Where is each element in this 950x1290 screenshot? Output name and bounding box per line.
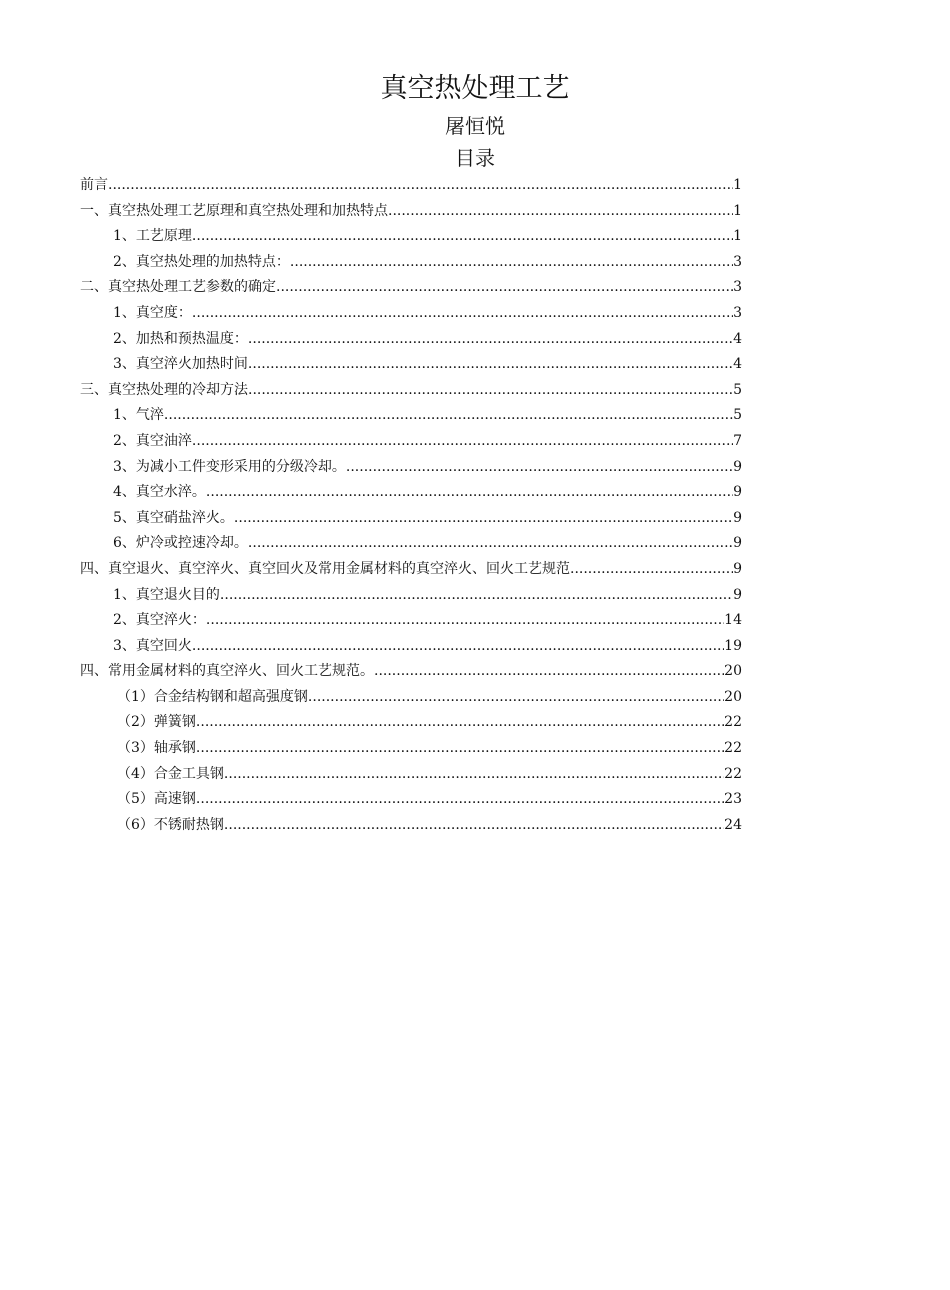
- toc-entry-label: 2、真空淬火：: [113, 612, 206, 629]
- toc-entry-page-number: 4: [733, 356, 742, 373]
- toc-entry[interactable]: [80, 787, 742, 813]
- toc-entry[interactable]: [80, 429, 742, 455]
- toc-dot-leader: [570, 557, 733, 583]
- toc-entry-label: （3）轴承钢: [117, 740, 196, 757]
- toc-entry-label: 四、常用金属材料的真空淬火、回火工艺规范。: [80, 663, 374, 680]
- toc-entry-label: 3、真空回火: [113, 637, 192, 654]
- toc-entry-label: 3、为减小工件变形采用的分级冷却。: [113, 458, 346, 475]
- toc-entry-label: 3、真空淬火加热时间: [113, 356, 248, 373]
- toc-entry-label: 2、加热和预热温度：: [113, 330, 248, 347]
- toc-entry[interactable]: [80, 327, 742, 353]
- toc-entry-page-number: 1: [733, 202, 742, 219]
- toc-dot-leader: [248, 327, 733, 353]
- toc-entry-page-number: 9: [733, 560, 742, 577]
- toc-entry[interactable]: [80, 199, 742, 225]
- toc-entry-page-number: 9: [733, 509, 742, 526]
- toc-entry-label: 2、真空油淬: [113, 432, 192, 449]
- toc-entry-page-number: 9: [733, 586, 742, 603]
- toc-entry-label: 一、真空热处理工艺原理和真空热处理和加热特点: [80, 202, 388, 219]
- toc-dot-leader: [276, 275, 733, 301]
- toc-entry[interactable]: [80, 250, 742, 276]
- toc-dot-leader: [196, 736, 724, 762]
- toc-entry[interactable]: [80, 480, 742, 506]
- toc-entry-label: 4、真空水淬。: [113, 484, 206, 501]
- toc-dot-leader: [224, 762, 724, 788]
- toc-entry-page-number: 7: [733, 432, 742, 449]
- toc-entry-page-number: 5: [733, 381, 742, 398]
- toc-entry-label: （2）弹簧钢: [117, 714, 196, 731]
- toc-entry-label: （4）合金工具钢: [117, 765, 224, 782]
- toc-entry-page-number: 23: [724, 791, 742, 808]
- document-author: 屠恒悦: [445, 114, 505, 138]
- toc-heading: 目录: [455, 146, 495, 170]
- toc-entry-page-number: 3: [733, 253, 742, 270]
- toc-entry[interactable]: [80, 301, 742, 327]
- toc-dot-leader: [220, 583, 733, 609]
- toc-dot-leader: [308, 685, 724, 711]
- toc-entry-page-number: 22: [724, 765, 742, 782]
- toc-entry-label: 1、真空退火目的: [113, 586, 220, 603]
- toc-entry-page-number: 4: [733, 330, 742, 347]
- toc-dot-leader: [164, 403, 733, 429]
- toc-dot-leader: [388, 199, 733, 225]
- toc-entry[interactable]: [80, 762, 742, 788]
- toc-entry-label: （1）合金结构钢和超高强度钢: [117, 688, 308, 705]
- toc-dot-leader: [374, 659, 724, 685]
- toc-entry[interactable]: [80, 583, 742, 609]
- toc-entry-page-number: 20: [724, 663, 742, 680]
- toc-dot-leader: [206, 480, 733, 506]
- toc-entry-page-number: 22: [724, 714, 742, 731]
- toc-entry[interactable]: [80, 736, 742, 762]
- toc-entry-page-number: 3: [733, 279, 742, 296]
- toc-dot-leader: [248, 531, 733, 557]
- toc-dot-leader: [290, 250, 733, 276]
- toc-dot-leader: [192, 301, 733, 327]
- toc-entry-label: 1、气淬: [113, 407, 164, 424]
- toc-entry[interactable]: [80, 403, 742, 429]
- toc-dot-leader: [248, 352, 733, 378]
- toc-dot-leader: [108, 173, 733, 199]
- toc-entry[interactable]: [80, 275, 742, 301]
- toc-entry[interactable]: [80, 813, 742, 839]
- toc-entry-page-number: 24: [724, 816, 742, 833]
- toc-entry-page-number: 5: [733, 407, 742, 424]
- toc-entry[interactable]: [80, 659, 742, 685]
- toc-entry-label: 1、工艺原理: [113, 228, 192, 245]
- toc-entry[interactable]: [80, 685, 742, 711]
- toc-entry-page-number: 22: [724, 740, 742, 757]
- toc-dot-leader: [192, 634, 724, 660]
- toc-entry[interactable]: [80, 455, 742, 481]
- table-of-contents: [80, 173, 742, 838]
- toc-entry-page-number: 14: [724, 612, 742, 629]
- toc-entry-page-number: 9: [733, 484, 742, 501]
- toc-entry[interactable]: [80, 506, 742, 532]
- toc-entry-page-number: 1: [733, 177, 742, 193]
- toc-dot-leader: [192, 429, 733, 455]
- toc-entry-label: 二、真空热处理工艺参数的确定: [80, 279, 276, 296]
- toc-entry-label: （6）不锈耐热钢: [117, 816, 224, 833]
- toc-entry-label: 四、真空退火、真空淬火、真空回火及常用金属材料的真空淬火、回火工艺规范: [80, 560, 570, 577]
- toc-entry-page-number: 9: [733, 458, 742, 475]
- toc-dot-leader: [224, 813, 724, 839]
- toc-entry-page-number: 1: [733, 228, 742, 245]
- toc-entry-label: 前言: [80, 177, 108, 193]
- toc-entry-label: 1、真空度：: [113, 304, 192, 321]
- toc-entry[interactable]: [80, 531, 742, 557]
- toc-entry[interactable]: [80, 634, 742, 660]
- toc-entry-page-number: 3: [733, 304, 742, 321]
- toc-entry-page-number: 19: [724, 637, 742, 654]
- toc-entry-label: （5）高速钢: [117, 791, 196, 808]
- toc-dot-leader: [234, 506, 733, 532]
- toc-entry-label: 2、真空热处理的加热特点：: [113, 253, 290, 270]
- toc-entry-label: 5、真空硝盐淬火。: [113, 509, 234, 526]
- toc-entry[interactable]: [80, 352, 742, 378]
- toc-dot-leader: [196, 710, 724, 736]
- toc-dot-leader: [196, 787, 724, 813]
- toc-entry[interactable]: [80, 378, 742, 404]
- toc-entry-page-number: 9: [733, 535, 742, 552]
- toc-dot-leader: [192, 224, 733, 250]
- toc-entry[interactable]: [80, 224, 742, 250]
- toc-entry-page-number: 20: [724, 688, 742, 705]
- toc-dot-leader: [248, 378, 733, 404]
- toc-entry-label: 6、炉冷或控速冷却。: [113, 535, 248, 552]
- document-title: 真空热处理工艺: [380, 73, 570, 104]
- toc-entry-label: 三、真空热处理的冷却方法: [80, 381, 248, 398]
- toc-dot-leader: [206, 608, 724, 634]
- toc-entry[interactable]: [80, 710, 742, 736]
- toc-entry[interactable]: [80, 173, 742, 199]
- toc-entry[interactable]: [80, 608, 742, 634]
- toc-dot-leader: [346, 455, 733, 481]
- toc-entry[interactable]: [80, 557, 742, 583]
